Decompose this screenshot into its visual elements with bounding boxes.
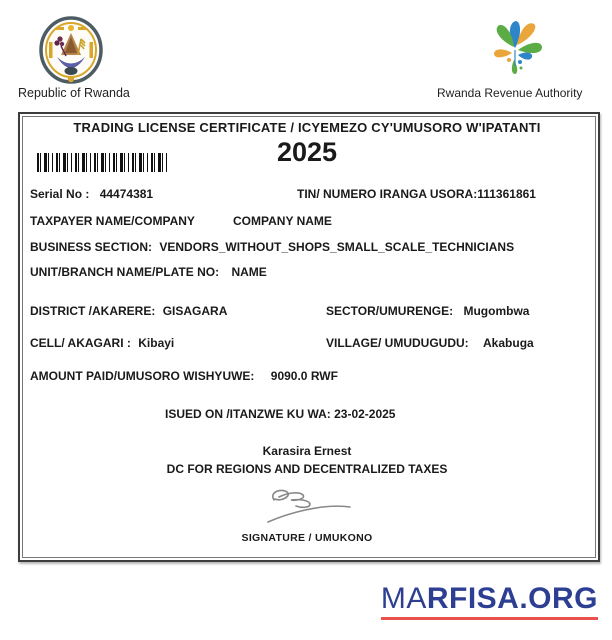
serial-value: 44474381	[99, 187, 154, 201]
signature-scribble-icon	[264, 488, 356, 528]
amount-paid-value: 9090.0 RWF	[270, 369, 338, 383]
unit-branch-label: UNIT/BRANCH NAME/PLATE NO:	[30, 265, 220, 279]
rra-flourish-logo-icon	[485, 16, 547, 82]
village-pair	[326, 336, 534, 350]
signatory-name: Karasira Ernest	[262, 444, 352, 458]
sector-pair	[326, 304, 529, 318]
certificate-title: TRADING LICENSE CERTIFICATE / ICYEMEZO CY'UMUSORO W'IPATANTI	[73, 120, 541, 135]
tin-label: TIN/ NUMERO IRANGA USORA:	[297, 187, 478, 201]
cell-label: CELL/ AKAGARI :	[30, 336, 131, 350]
amount-paid-row	[30, 369, 338, 383]
brand-prefix: MA	[380, 582, 427, 615]
cell-value: Kibayi	[138, 336, 175, 350]
serial-row	[30, 187, 153, 201]
issued-on-line: ISUED ON /ITANZWE KU WA: 23-02-2025	[165, 407, 396, 421]
brand-suffix: RFISA.ORG	[426, 582, 598, 615]
village-label: VILLAGE/ UMUDUGUDU:	[326, 336, 469, 350]
rwanda-revenue-authority-label: Rwanda Revenue Authority	[437, 86, 583, 100]
business-section-label: BUSINESS SECTION:	[30, 240, 153, 254]
amount-paid-label: AMOUNT PAID/UMUSORO WISHYUWE:	[30, 369, 255, 383]
taxpayer-row	[30, 214, 590, 228]
signatory-title: DC FOR REGIONS AND DECENTRALIZED TAXES	[166, 462, 448, 476]
taxpayer-label: TAXPAYER NAME/COMPANY	[30, 214, 195, 228]
district-value: GISAGARA	[162, 304, 228, 318]
brand-wordmark	[381, 584, 598, 620]
taxpayer-value: COMPANY NAME	[233, 214, 332, 228]
tin-value: 111361861	[477, 187, 536, 201]
tin-row	[297, 187, 536, 201]
business-section-row	[30, 240, 514, 254]
business-section-value: VENDORS_WITHOUT_SHOPS_SMALL_SCALE_TECHNICIANS	[159, 240, 515, 254]
republic-of-rwanda-label: Republic of Rwanda	[18, 86, 130, 100]
signature-caption: SIGNATURE / UMUKONO	[241, 532, 373, 544]
certificate-year: 2025	[276, 137, 338, 167]
district-sector-row	[30, 304, 590, 318]
village-value: Akabuga	[483, 336, 534, 350]
cell-village-row	[30, 336, 590, 350]
serial-label: Serial No :	[30, 187, 90, 201]
unit-branch-row	[30, 265, 267, 279]
brand-underline	[381, 617, 598, 620]
sector-label: SECTOR/UMURENGE:	[326, 304, 454, 318]
district-label: DISTRICT /AKARERE:	[30, 304, 156, 318]
sector-value: Mugombwa	[463, 304, 530, 318]
barcode-icon	[37, 153, 170, 172]
unit-branch-value: NAME	[231, 265, 267, 279]
rwanda-coat-of-arms-icon	[38, 15, 104, 85]
